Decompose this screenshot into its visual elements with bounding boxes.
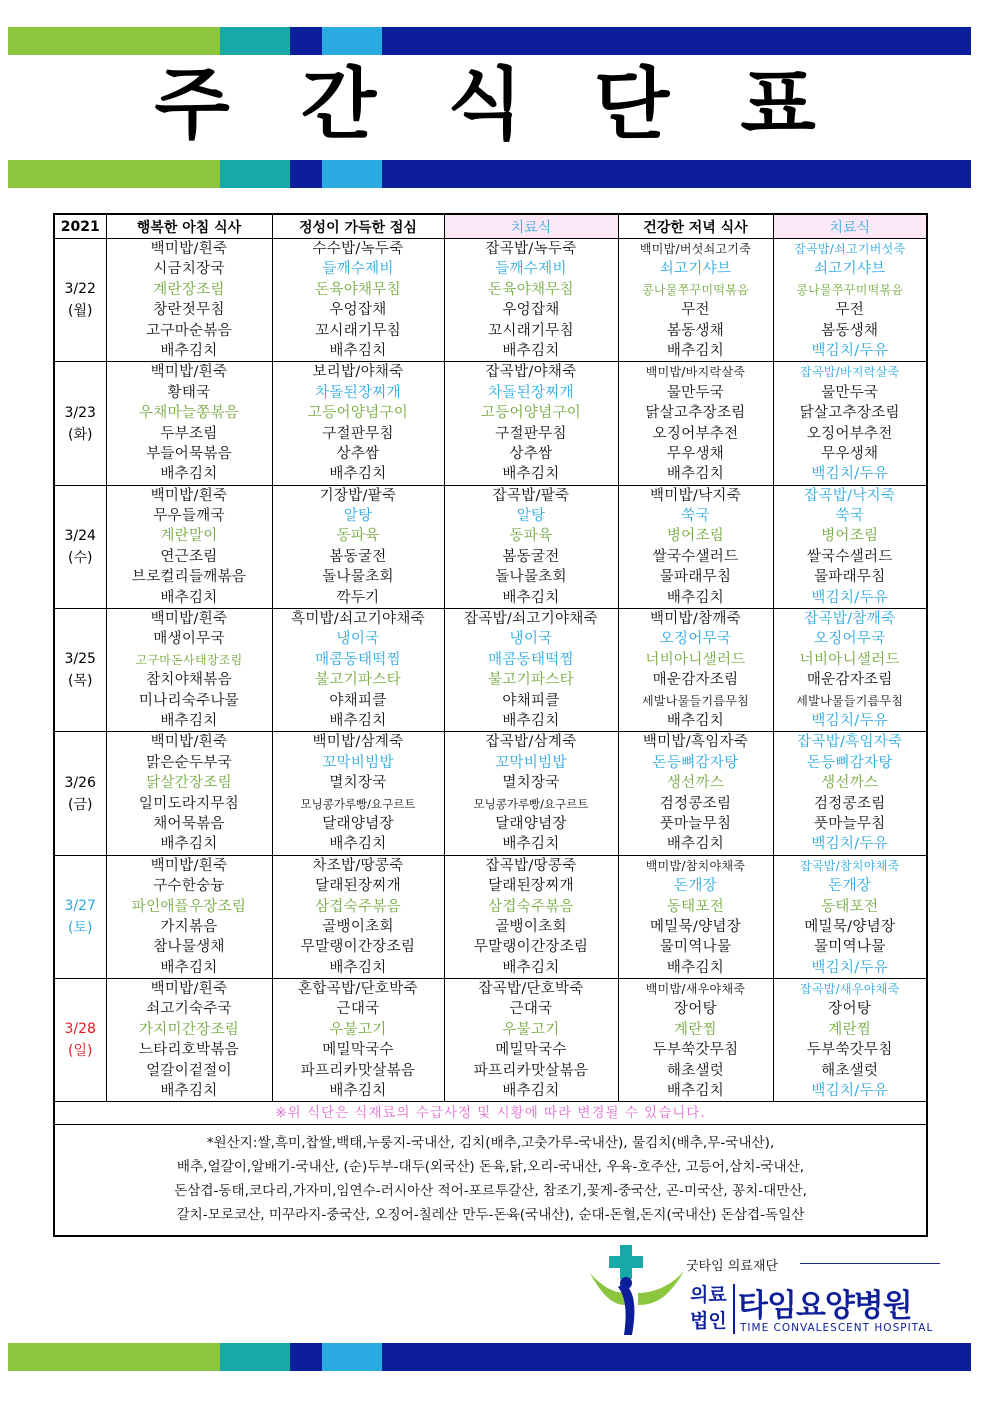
- lunch-cell: [272, 855, 444, 978]
- menu-item: 배추김치: [502, 342, 560, 359]
- menu-item: 고구마돈사태장조림: [135, 652, 243, 667]
- breakfast-cell: [106, 732, 272, 855]
- menu-item: 멸치장국: [329, 775, 387, 792]
- menu-item: 야채피클: [502, 692, 560, 709]
- lunch-cell: [272, 732, 444, 855]
- weekday-label: (목): [68, 673, 93, 690]
- menu-item: 배추김치: [160, 342, 218, 359]
- menu-item: 배추김치: [160, 959, 218, 976]
- menu-item: 잡곡밥/팥죽: [492, 487, 570, 504]
- menu-item: 계란말이: [160, 528, 218, 545]
- lunch-therapeutic-header: 치료식: [444, 214, 618, 239]
- menu-item: 구절판무침: [322, 425, 394, 442]
- breakfast-cell: [106, 362, 272, 485]
- menu-item: 무전: [681, 302, 710, 319]
- menu-item: 배추김치: [502, 712, 560, 729]
- foundation-name: 굿타임 의료재단: [686, 1259, 779, 1274]
- menu-item: 기장밥/팥죽: [319, 487, 397, 504]
- date-label: 3/25: [64, 651, 96, 668]
- menu-item: 혼합곡밥/단호박죽: [298, 981, 418, 998]
- menu-item: 생선까스: [821, 775, 879, 792]
- menu-item: 풋마늘무침: [659, 815, 732, 832]
- weekday-label: (화): [68, 426, 93, 443]
- menu-item: 골뱅이초회: [495, 918, 567, 935]
- cross-person-icon: [588, 1243, 688, 1338]
- breakfast-cell: [106, 979, 272, 1102]
- menu-item: 잡곡밥/삼계죽: [485, 734, 577, 751]
- menu-item: 잡곡밥/새우야채죽: [800, 982, 900, 997]
- menu-item: 물미역나물: [659, 939, 732, 956]
- lunch-therapeutic-cell: [444, 485, 618, 608]
- menu-item: 물파래무침: [659, 569, 732, 586]
- dinner-cell: [618, 732, 773, 855]
- menu-item: 달래된장찌개: [315, 878, 401, 895]
- day-row: [54, 362, 927, 485]
- menu-item: 콩나물쭈꾸미떡볶음: [641, 282, 750, 297]
- menu-item: 상추쌈: [509, 445, 553, 462]
- menu-item: 동파육: [509, 528, 553, 545]
- menu-item: 쑥국: [681, 508, 710, 525]
- page-title: 주 간 식 단 표: [154, 60, 838, 150]
- menu-item: 백미밥/바지락살죽: [645, 365, 746, 380]
- menu-item: 근대국: [509, 1001, 553, 1018]
- menu-item: 오징어무국: [813, 631, 886, 648]
- menu-item: 무말랭이간장조림: [473, 939, 589, 956]
- menu-item: 배추김치: [502, 1083, 560, 1100]
- menu-item: 상추쌈: [336, 445, 380, 462]
- day-label-cell: [54, 979, 106, 1102]
- day-label-cell: [54, 855, 106, 978]
- menu-item: 고등어양념구이: [480, 405, 582, 422]
- lunch-cell: [272, 239, 444, 362]
- menu-item: 잡곡밥/참깨죽: [804, 611, 896, 628]
- menu-change-notice: ※위 식단은 식재료의 수급사정 및 시황에 따라 변경될 수 있습니다.: [54, 1102, 927, 1125]
- menu-item: 매운감자조림: [652, 672, 739, 689]
- lunch-therapeutic-cell: [444, 362, 618, 485]
- menu-item: 쇠고기숙주국: [146, 1001, 232, 1018]
- menu-item: 백김치/두유: [811, 712, 889, 729]
- menu-item: 백김치/두유: [811, 342, 889, 359]
- dinner-therapeutic-cell: [773, 979, 927, 1102]
- title-underline-stripe: [8, 160, 971, 188]
- weekday-label: (금): [68, 796, 93, 813]
- menu-item: 매생이무국: [153, 631, 225, 648]
- menu-item: 계란장조림: [153, 281, 225, 298]
- menu-item: 백미밥/흰죽: [150, 611, 228, 628]
- menu-item: 우불고기: [502, 1021, 560, 1038]
- menu-item: 쌀국수샐러드: [652, 548, 739, 565]
- day-row: [54, 732, 927, 855]
- menu-item: 배추김치: [329, 712, 387, 729]
- menu-item: 오징어부추전: [806, 425, 893, 442]
- menu-item: 배추김치: [160, 466, 218, 483]
- lunch-therapeutic-cell: [444, 855, 618, 978]
- menu-item: 잡곡밥/쇠고기야채죽: [464, 611, 598, 628]
- day-row: [54, 609, 927, 732]
- menu-item: 잡곡밥/땅콩죽: [485, 857, 577, 874]
- menu-item: 배추김치: [502, 589, 560, 606]
- hospital-english-name: TIME CONVALESCENT HOSPITAL: [740, 1322, 934, 1334]
- weekday-label: (토): [68, 919, 93, 936]
- menu-item: 근대국: [336, 1001, 380, 1018]
- menu-item: 돈등뼈감자탕: [806, 754, 893, 771]
- date-label: 3/26: [64, 774, 96, 791]
- menu-item: 백미밥/참치야채죽: [645, 858, 746, 873]
- menu-item: 쇠고기샤브: [659, 261, 732, 278]
- menu-item: 불고기파스타: [315, 672, 401, 689]
- menu-item: 참치야채볶음: [146, 672, 232, 689]
- menu-item: 메밀막국수: [322, 1042, 394, 1059]
- weekday-label: (일): [68, 1043, 93, 1060]
- origin-line: 갈치-모로코산, 미꾸라지-중국산, 오징어-칠레산 만두-돈육(국내산), 순대-돈혈,돈지(국내산) 돈삼겹-독일산: [176, 1207, 805, 1224]
- menu-item: 오징어부추전: [652, 425, 739, 442]
- menu-item: 달래양념장: [322, 815, 394, 832]
- menu-item: 백김치/두유: [811, 1083, 889, 1100]
- menu-item: 백김치/두유: [811, 466, 889, 483]
- menu-item: 두부조림: [160, 425, 218, 442]
- dinner-cell: [618, 609, 773, 732]
- menu-item: 느타리호박볶음: [138, 1042, 240, 1059]
- date-label: 3/28: [64, 1021, 96, 1038]
- bottom-decorative-stripe: [8, 1343, 971, 1371]
- menu-item: 닭살간장조림: [146, 775, 232, 792]
- menu-item: 백미밥/삼계죽: [312, 734, 404, 751]
- menu-item: 흑미밥/쇠고기야채죽: [291, 611, 425, 628]
- menu-item: 연근조림: [160, 548, 218, 565]
- breakfast-cell: [106, 239, 272, 362]
- menu-item: 무전: [835, 302, 865, 319]
- menu-item: 배추김치: [666, 836, 725, 853]
- date-label: 3/24: [64, 527, 96, 544]
- menu-item: 돈육야채무침: [315, 281, 401, 298]
- menu-item: 풋마늘무침: [813, 815, 886, 832]
- breakfast-cell: [106, 855, 272, 978]
- dinner-cell: [618, 485, 773, 608]
- menu-item: 구절판무침: [495, 425, 567, 442]
- menu-item: 알탕: [343, 508, 373, 525]
- menu-item: 배추김치: [329, 959, 387, 976]
- menu-item: 동태포전: [666, 898, 725, 915]
- menu-item: 백김치/두유: [811, 589, 889, 606]
- menu-item: 시금치장국: [153, 261, 225, 278]
- breakfast-cell: [106, 609, 272, 732]
- menu-item: 잡곡밥/단호박죽: [478, 981, 584, 998]
- menu-item: 꼬시래기무침: [315, 322, 401, 339]
- menu-item: 무우생채: [821, 445, 879, 462]
- menu-item: 수수밥/녹두죽: [312, 241, 404, 257]
- menu-item: 세발나물들기름무침: [641, 693, 750, 708]
- table-header-row: [54, 214, 927, 239]
- menu-item: 잡곡밥/쇠고기버섯죽: [794, 242, 906, 256]
- origin-info: [54, 1125, 927, 1237]
- menu-item: 봄동생채: [821, 322, 879, 339]
- menu-item: 매콤동태떡찜: [315, 651, 401, 668]
- menu-item: 두부쑥갓무침: [652, 1042, 739, 1059]
- menu-item: 백미밥/흰죽: [150, 241, 228, 257]
- menu-item: 꼬시래기무침: [488, 322, 574, 339]
- day-label-cell: [54, 485, 106, 608]
- dinner-cell: [618, 239, 773, 362]
- menu-item: 배추김치: [329, 342, 387, 359]
- menu-item: 우채마늘쫑볶음: [138, 405, 240, 422]
- menu-item: 무말랭이간장조림: [300, 939, 416, 956]
- menu-item: 고구마순볶음: [146, 322, 232, 339]
- menu-item: 보리밥/야채죽: [312, 364, 404, 381]
- menu-item: 백미밥/흑임자죽: [642, 734, 749, 751]
- menu-item: 배추김치: [666, 342, 725, 359]
- lunch-cell: [272, 485, 444, 608]
- date-label: 3/22: [64, 281, 96, 298]
- menu-item: 구수한숭늉: [153, 878, 225, 895]
- menu-item: 배추김치: [329, 836, 387, 853]
- menu-item: 채어묵볶음: [153, 815, 225, 832]
- menu-item: 배추김치: [502, 959, 560, 976]
- menu-item: 콩나물쭈꾸미떡볶음: [796, 282, 904, 297]
- day-row: [54, 239, 927, 362]
- menu-item: 파프리카맛살볶음: [300, 1062, 416, 1079]
- menu-item: 배추김치: [666, 959, 725, 976]
- dinner-header: 건강한 저녁 식사: [618, 214, 773, 239]
- weekday-label: (수): [68, 549, 93, 566]
- menu-item: 해초샐럿: [821, 1062, 879, 1079]
- menu-item: 배추김치: [502, 466, 560, 483]
- menu-item: 계란찜: [674, 1021, 717, 1038]
- menu-item: 일미도라지무침: [138, 795, 240, 812]
- menu-item: 삼겹숙주볶음: [315, 898, 401, 915]
- menu-item: 백미밥/버섯쇠고기죽: [639, 242, 752, 256]
- day-row: [54, 485, 927, 608]
- menu-item: 돈육야채무침: [488, 281, 574, 298]
- lunch-therapeutic-cell: [444, 732, 618, 855]
- menu-item: 꼬막비빔밥: [322, 754, 394, 771]
- menu-item: 동파육: [336, 528, 380, 545]
- menu-item: 물만두국: [821, 384, 879, 401]
- logo-divider-line: [800, 1263, 940, 1264]
- menu-item: 검정콩조림: [659, 795, 732, 812]
- menu-item: 파프리카맛살볶음: [473, 1062, 589, 1079]
- menu-item: 두부쑥갓무침: [806, 1042, 893, 1059]
- menu-item: 백미밥/참깨죽: [649, 611, 742, 628]
- menu-item: 동태포전: [821, 898, 879, 915]
- dinner-cell: [618, 362, 773, 485]
- menu-item: 봄동굴전: [502, 548, 560, 565]
- menu-item: 병어조림: [821, 528, 879, 545]
- menu-item: 배추김치: [160, 589, 218, 606]
- menu-item: 배추김치: [666, 589, 725, 606]
- menu-item: 물파래무침: [813, 569, 886, 586]
- day-row: [54, 855, 927, 978]
- menu-item: 들깨수제비: [495, 261, 567, 278]
- dinner-therapeutic-cell: [773, 239, 927, 362]
- menu-item: 메밀묵/양념장: [649, 918, 742, 935]
- menu-item: 고등어양념구이: [307, 405, 409, 422]
- menu-item: 참나물생채: [153, 939, 225, 956]
- menu-item: 무우생채: [666, 445, 725, 462]
- day-label-cell: [54, 362, 106, 485]
- menu-item: 병어조림: [666, 528, 725, 545]
- menu-item: 알탕: [516, 508, 546, 525]
- menu-item: 황태국: [167, 384, 211, 401]
- menu-item: 멸치장국: [502, 775, 560, 792]
- dinner-therapeutic-cell: [773, 609, 927, 732]
- menu-item: 너비아니샐러드: [799, 651, 900, 668]
- menu-item: 불고기파스타: [488, 672, 574, 689]
- menu-item: 돌나물초회: [322, 569, 394, 586]
- menu-item: 해초샐럿: [666, 1062, 725, 1079]
- menu-item: 배추김치: [502, 836, 560, 853]
- menu-item: 우엉잡채: [502, 302, 560, 319]
- menu-item: 백김치/두유: [811, 836, 889, 853]
- menu-item: 배추김치: [160, 712, 218, 729]
- dinner-cell: [618, 855, 773, 978]
- origin-line: 배추,얼갈이,알배기-국내산, (순)두부-대두(외국산) 돈육,닭,오리-국내산, 우육-호주산, 고등어,삼치-국내산,: [176, 1159, 805, 1176]
- day-row: [54, 979, 927, 1102]
- day-label-cell: [54, 239, 106, 362]
- lunch-header: 정성이 가득한 점심: [272, 214, 444, 239]
- menu-item: 미나리숙주나물: [138, 692, 240, 709]
- dinner-therapeutic-header: 치료식: [773, 214, 927, 239]
- menu-item: 봄동생채: [666, 322, 725, 339]
- corp-label-bottom: 법인: [690, 1310, 727, 1332]
- menu-item: 부들어묵볶음: [146, 445, 232, 462]
- menu-item: 백김치/두유: [811, 959, 889, 976]
- date-label: 3/27: [64, 897, 96, 914]
- weekly-menu-table: [53, 213, 928, 1237]
- menu-item: 계란찜: [828, 1021, 872, 1038]
- menu-item: 차조밥/땅콩죽: [312, 857, 404, 874]
- menu-item: 가지미간장조림: [138, 1021, 240, 1038]
- menu-item: 삼겹숙주볶음: [488, 898, 574, 915]
- dinner-therapeutic-cell: [773, 855, 927, 978]
- menu-item: 냉이국: [509, 631, 553, 648]
- menu-item: 생선까스: [666, 775, 725, 792]
- date-label: 3/23: [64, 404, 96, 421]
- logo-vertical-divider: [733, 1284, 735, 1334]
- menu-item: 배추김치: [160, 1083, 218, 1100]
- menu-item: 골뱅이초회: [322, 918, 394, 935]
- menu-item: 배추김치: [666, 712, 725, 729]
- menu-item: 야채피클: [329, 692, 387, 709]
- menu-item: 세발나물들기름무침: [796, 693, 904, 708]
- menu-item: 창란젓무침: [153, 302, 225, 319]
- lunch-therapeutic-cell: [444, 979, 618, 1102]
- menu-item: 맑은순두부국: [146, 754, 232, 771]
- menu-item: 물미역나물: [813, 939, 886, 956]
- origin-line: *원산지:쌀,흑미,찹쌀,백태,누룽지-국내산, 김치(배추,고춧가루-국내산), 물김치(배추,무-국내산),: [206, 1135, 775, 1152]
- menu-item: 배추김치: [666, 1083, 725, 1100]
- menu-item: 잡곡밥/낙지죽: [804, 487, 896, 504]
- menu-item: 오징어무국: [659, 631, 732, 648]
- menu-item: 가지볶음: [160, 918, 218, 935]
- corp-label-top: 의료: [690, 1284, 727, 1306]
- menu-item: 우엉잡채: [329, 302, 387, 319]
- menu-item: 모닝콩가루빵/요구르트: [300, 796, 416, 811]
- dinner-therapeutic-cell: [773, 485, 927, 608]
- top-decorative-stripe: [8, 27, 971, 55]
- day-label-cell: [54, 732, 106, 855]
- dinner-therapeutic-cell: [773, 362, 927, 485]
- lunch-cell: [272, 979, 444, 1102]
- menu-item: 검정콩조림: [813, 795, 886, 812]
- menu-item: 무우들깨국: [153, 508, 225, 525]
- menu-item: 잡곡밥/참치야채죽: [800, 858, 900, 873]
- menu-item: 닭살고추장조림: [799, 405, 900, 422]
- menu-item: 브로컬리들깨볶음: [131, 569, 247, 586]
- menu-item: 돈개장: [674, 878, 717, 895]
- menu-item: 장어탕: [674, 1001, 717, 1018]
- menu-item: 냉이국: [336, 631, 380, 648]
- menu-item: 잡곡밥/흑임자죽: [797, 734, 903, 751]
- menu-item: 닭살고추장조림: [645, 405, 746, 422]
- menu-item: 장어탕: [828, 1001, 872, 1018]
- menu-item: 차돌된장찌개: [488, 384, 574, 401]
- menu-item: 메밀묵/양념장: [804, 918, 896, 935]
- menu-item: 백미밥/흰죽: [150, 734, 228, 751]
- menu-item: 배추김치: [329, 466, 387, 483]
- menu-item: 쑥국: [835, 508, 865, 525]
- breakfast-header: 행복한 아침 식사: [106, 214, 272, 239]
- menu-item: 백미밥/새우야채죽: [645, 982, 746, 997]
- lunch-cell: [272, 609, 444, 732]
- origin-line: 돈삼겹-동태,코다리,가자미,임연수-러시아산 적어-포르투갈산, 참조기,꽃게-중국산, 곤-미국산, 꽁치-대만산,: [174, 1183, 807, 1200]
- menu-item: 잡곡밥/야채죽: [485, 364, 577, 381]
- menu-item: 꼬막비빔밥: [495, 754, 567, 771]
- menu-item: 메밀막국수: [495, 1042, 567, 1059]
- dinner-therapeutic-cell: [773, 732, 927, 855]
- year-header: 2021: [54, 214, 106, 239]
- menu-item: 백미밥/흰죽: [150, 487, 228, 504]
- menu-item: 잡곡밥/녹두죽: [485, 241, 577, 257]
- menu-item: 백미밥/흰죽: [150, 364, 228, 381]
- hospital-name: 타임요양병원: [738, 1288, 912, 1324]
- menu-item: 들깨수제비: [322, 261, 394, 278]
- menu-item: 백미밥/낙지죽: [649, 487, 742, 504]
- menu-item: 잡곡밥/바지락살죽: [800, 365, 900, 380]
- day-label-cell: [54, 609, 106, 732]
- menu-item: 쌀국수샐러드: [806, 548, 893, 565]
- menu-item: 모닝콩가루빵/요구르트: [473, 796, 589, 811]
- menu-item: 돈등뼈감자탕: [652, 754, 739, 771]
- menu-item: 배추김치: [329, 1083, 387, 1100]
- menu-item: 배추김치: [666, 466, 725, 483]
- menu-item: 우불고기: [329, 1021, 387, 1038]
- breakfast-cell: [106, 485, 272, 608]
- menu-item: 파인애플우장조림: [131, 898, 247, 915]
- menu-item: 백미밥/흰죽: [150, 981, 228, 998]
- menu-item: 매콤동태떡찜: [488, 651, 574, 668]
- menu-item: 물만두국: [666, 384, 725, 401]
- menu-item: 달래양념장: [495, 815, 567, 832]
- menu-item: 백미밥/흰죽: [150, 857, 228, 874]
- menu-item: 차돌된장찌개: [315, 384, 401, 401]
- menu-item: 돌나물초회: [495, 569, 567, 586]
- menu-item: 매운감자조림: [806, 672, 893, 689]
- menu-item: 쇠고기샤브: [813, 261, 886, 278]
- lunch-cell: [272, 362, 444, 485]
- menu-item: 너비아니샐러드: [645, 651, 746, 668]
- menu-item: 달래된장찌개: [488, 878, 574, 895]
- dinner-cell: [618, 979, 773, 1102]
- lunch-therapeutic-cell: [444, 239, 618, 362]
- menu-item: 배추김치: [160, 836, 218, 853]
- menu-item: 봄동굴전: [329, 548, 387, 565]
- menu-item: 돈개장: [828, 878, 872, 895]
- weekday-label: (월): [68, 303, 93, 320]
- menu-item: 얼갈이겉절이: [146, 1062, 232, 1079]
- lunch-therapeutic-cell: [444, 609, 618, 732]
- menu-item: 깍두기: [336, 589, 380, 606]
